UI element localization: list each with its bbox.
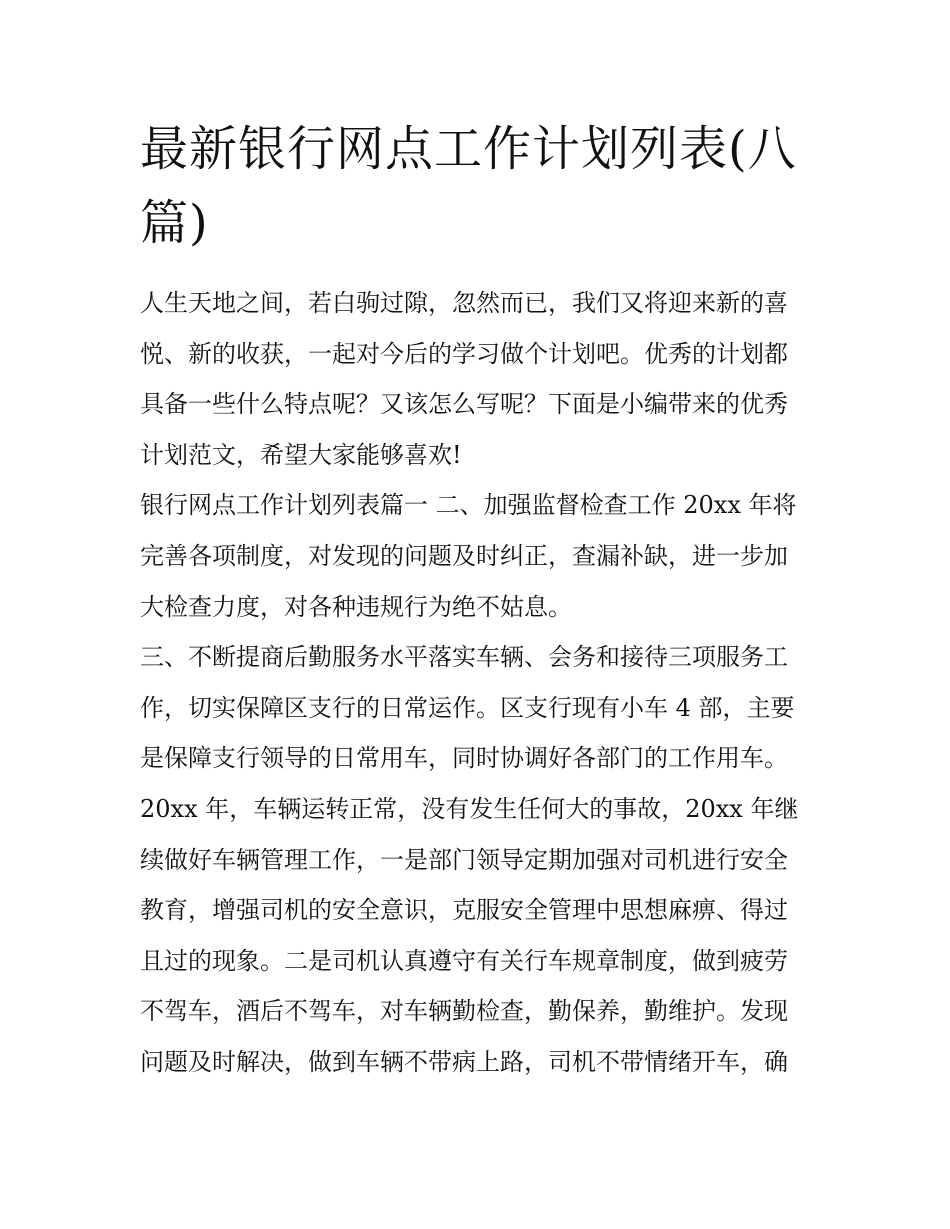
paragraph-intro: [140, 278, 830, 480]
text-line: 具备一些什么特点呢？又该怎么写呢？下面是小编带来的优秀: [140, 390, 788, 419]
text-line: 教育，增强司机的安全意识，克服安全管理中思想麻痹、得过: [140, 896, 788, 925]
text-line: 作，切实保障区支行的日常运作。区支行现有小车 4 部，主要: [140, 693, 795, 722]
text-line: 20xx 年，车辆运转正常，没有发生任何大的事故，20xx 年继: [140, 794, 799, 823]
text-line: 且过的现象。二是司机认真遵守有关行车规章制度，做到疲劳: [140, 946, 788, 975]
text-line: 计划范文，希望大家能够喜欢!: [140, 440, 462, 469]
text-line: 不驾车，酒后不驾车，对车辆勤检查，勤保养，勤维护。发现: [140, 997, 788, 1026]
paragraph-section-one: [140, 480, 830, 632]
text-line: 人生天地之间，若白驹过隙，忽然而已，我们又将迎来新的喜: [140, 289, 788, 317]
text-line: 完善各项制度，对发现的问题及时纠正，查漏补缺，进一步加: [140, 541, 788, 570]
text-line: 三、不断提商后勤服务水平落实车辆、会务和接待三项服务工: [140, 643, 788, 672]
text-line: 问题及时解决，做到车辆不带病上路，司机不带情绪开车，确: [140, 1047, 788, 1076]
text-line: 是保障支行领导的日常用车，同时协调好各部门的工作用车。: [140, 744, 788, 773]
title-line: 最新银行网点工作计划列表(八: [140, 121, 797, 177]
text-line: 悦、新的收获，一起对今后的学习做个计划吧。优秀的计划都: [140, 339, 788, 368]
title-line: 篇): [140, 195, 209, 251]
paragraph-section-three: [140, 632, 830, 1087]
document-title: [140, 112, 830, 260]
text-line: 大检查力度，对各种违规行为绝不姑息。: [140, 592, 572, 621]
text-line: 续做好车辆管理工作，一是部门领导定期加强对司机进行安全: [140, 845, 788, 874]
text-line: 银行网点工作计划列表篇一 二、加强监督检查工作 20xx 年将: [140, 491, 797, 520]
document-body: [140, 278, 830, 1088]
